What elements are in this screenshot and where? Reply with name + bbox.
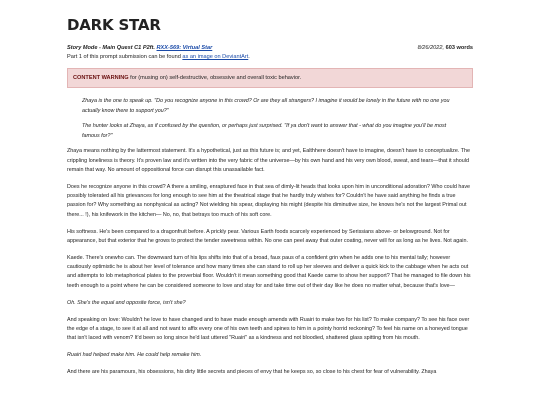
quote-paragraph: The hunter looks at Zhaya, as if confused by the question, or perhaps just surprised. "If ya don't want to answer that - what do you imagine you'll be most famous for?" [82, 123, 447, 139]
deviantart-link[interactable]: as an image on DeviantArt [182, 54, 249, 60]
page-title: DARK STAR [67, 16, 161, 34]
story-meta [67, 45, 473, 51]
quote-paragraph: Zhaya is the one to speak up. "Do you recognize anyone in this crowd? Or are they all strangers? I imagine it would be lonely in the future with no one you actually know there to support you?" [82, 98, 450, 114]
story-paragraph: Zhaya means nothing by the lattermost statement. It's a hypothetical, just as this future is; and yet, Ealthhere doesn't have to imagine, doesn't have to conceptualize. The crippling loneliness is theory. It's proven law and it's written into the very fabric of the universe—by his own hand and his very own blood, sweat, and tears—that it should remain that way. No amount of oppositional force can disrupt this unassailable fact. [67, 148, 471, 173]
story-date: 8/26/2022, [417, 45, 446, 51]
story-paragraph: Kaede. There's onewho can. The downward turn of his lips shifts into that of a broad, faux paus of a confident grin when he adds one to his mental tally; however cautiously optimistic he is about her level of tolerance and how many times she can stand to roll up her sleeves and deliver a quick kick to the cabbage when he acts out and attempts to lob metaphorical plates to the proverbial floor. Wouldn't it mean something good that Kaede came to show her support? That he managed to file down his teeth enough to a point where he can be considered someone to love and stay for and take time out of their day like he does no matter what, because that's love— [67, 254, 471, 289]
story-paragraph: Ruairi had helped make him. He could help remake him. [67, 351, 202, 358]
story-mode-label: Story Mode - Main Quest C1 P2ft. [67, 45, 157, 51]
prompt-quote [82, 97, 461, 141]
story-paragraph: And speaking on love: Wouldn't he love to have changed and to have made enough amends with Ruairi to make two for his list? To make company? To see his face over the edge of a stage, to see it at all and not want to affix every one of his own teeth and spines to him in a pointy horrid reckoning? To feel his name on a honeyed tongue that isn't laced with venom? It'd been so long since he'd last uttered "Ruairi" as a kindness and not bloodied, shattered glass spitting from his mouth. [67, 316, 470, 342]
submission-note [67, 54, 473, 60]
content-warning-label: CONTENT WARNING [73, 75, 129, 81]
story-paragraph: His softness. He's been compared to a dragonfruit before. A prickly pear. Various Earth foods scarcely experienced by Serissians above- or belowground. Not for appearance, but that exterior that he grows to protect the tender sweetness within. No one can peel away that outer coating, never will for as long as he lives. Not again. [67, 228, 468, 244]
story-date-wordcount [418, 45, 473, 51]
word-count: 603 words [445, 45, 473, 51]
story-link[interactable]: RXX-569: Virtual Star [156, 45, 213, 51]
submission-prefix: Part 1 of this prompt submission can be found [67, 54, 183, 60]
story-body [67, 147, 473, 377]
story-paragraph: Oh. She's the equal and opposite force, isn't she? [67, 299, 186, 306]
submission-suffix: . [248, 54, 250, 60]
content-warning-banner [67, 68, 473, 88]
story-paragraph: And there are his paramours, his obsessions, his dirty little secrets and pieces of envy that he keeps so, so close to his chest for fear of vulnerability. Zhaya [67, 368, 437, 375]
story-paragraph: Does he recognize anyone in this crowd? A there a smiling, enraptured face in that sea of dimly-lit heads that looks upon him in unconditional adoration? Who could have possibly tolerated all his grievances for long enough to see him at the theatrical stage that he hardly truly wishes for? Couldn't he have said anything he finds a true passion for? Why something as nonphysical as acting? Not wielding his spear, displaying his might (despite his diminutive size, he knows he's not the largest Primal out there... !), his knifework in the kitchen— No, no, that betrays too much of his soft core. [67, 183, 471, 218]
story-mode-line [67, 45, 212, 51]
content-warning-text: for (musing on) self-destructive, obsessive and overall toxic behavior. [128, 75, 302, 81]
